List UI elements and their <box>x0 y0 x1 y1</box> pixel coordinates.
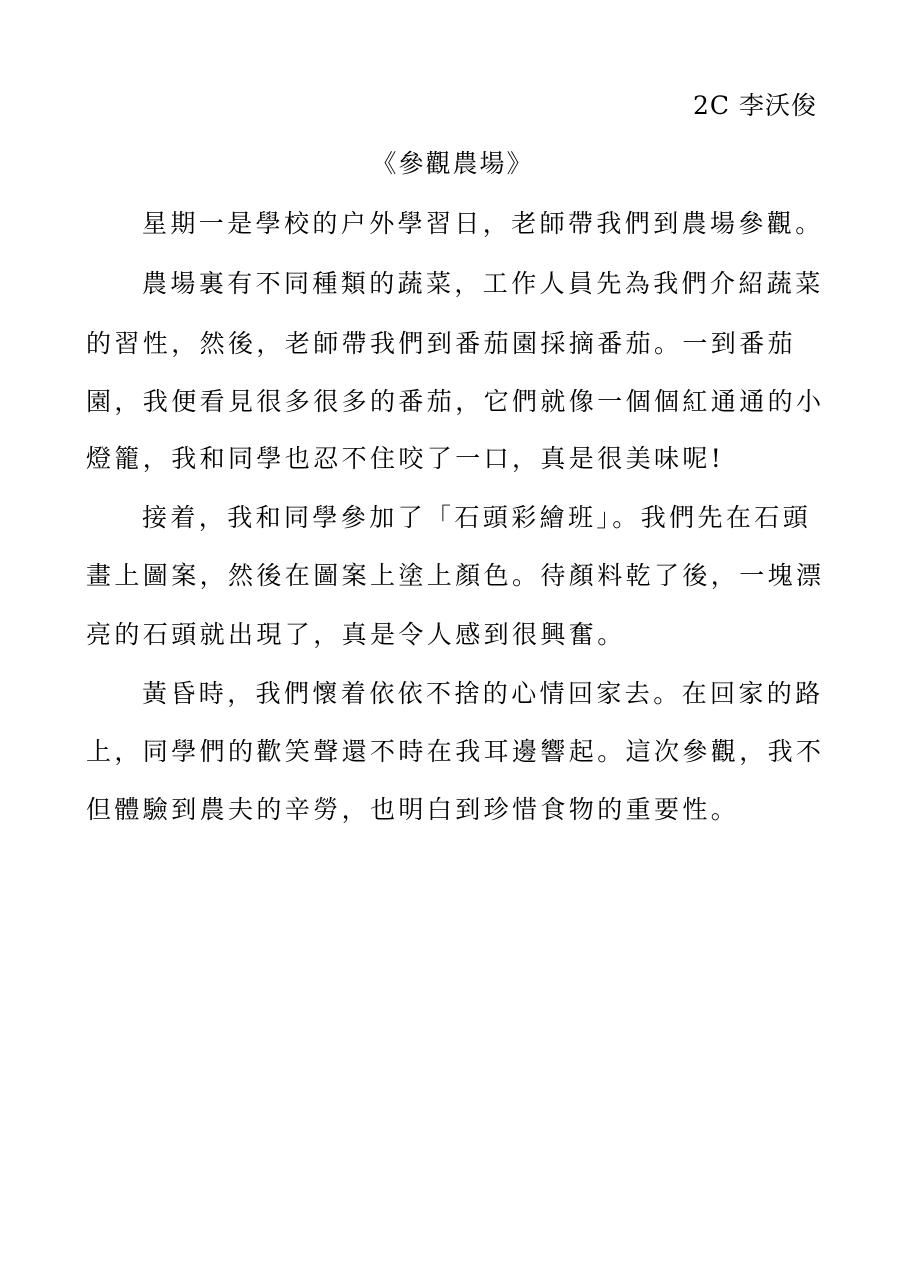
paragraph-3-line-2: 畫上圖案，然後在圖案上塗上顏色。待顏料乾了後，一塊漂 <box>86 561 825 590</box>
essay-title: 《參觀農場》 <box>371 149 534 178</box>
paragraph-4-line-3: 但體驗到農夫的辛勞，也明白到珍惜食物的重要性。 <box>86 795 740 824</box>
paragraph-4-line-1: 黃昏時，我們懷着依依不捨的心情回家去。在回家的路 <box>142 679 824 708</box>
paragraph-3-line-3: 亮的石頭就出現了，真是令人感到很興奮。 <box>86 620 626 649</box>
paragraph-3-line-1: 接着，我和同學參加了「石頭彩繪班」。我們先在石頭 <box>142 503 812 532</box>
paragraph-2-line-1: 農場裏有不同種類的蔬菜，工作人員先為我們介紹蔬菜 <box>142 269 824 298</box>
paragraph-2-line-3: 園，我便看見很多很多的番茄，它們就像一個個紅通通的小 <box>86 387 825 416</box>
paragraph-2-line-4: 燈籠，我和同學也忍不住咬了一口，真是很美味呢! <box>86 444 725 473</box>
author-label: 2C 李沃俊 <box>693 91 817 120</box>
paragraph-4-line-2: 上，同學們的歡笑聲還不時在我耳邊響起。這次參觀，我不 <box>86 737 825 766</box>
paragraph-2-line-2: 的習性，然後，老師帶我們到番茄園採摘番茄。一到番茄 <box>86 329 797 358</box>
paragraph-1-line-1: 星期一是學校的户外學習日，老師帶我們到農場參觀。 <box>142 209 824 238</box>
